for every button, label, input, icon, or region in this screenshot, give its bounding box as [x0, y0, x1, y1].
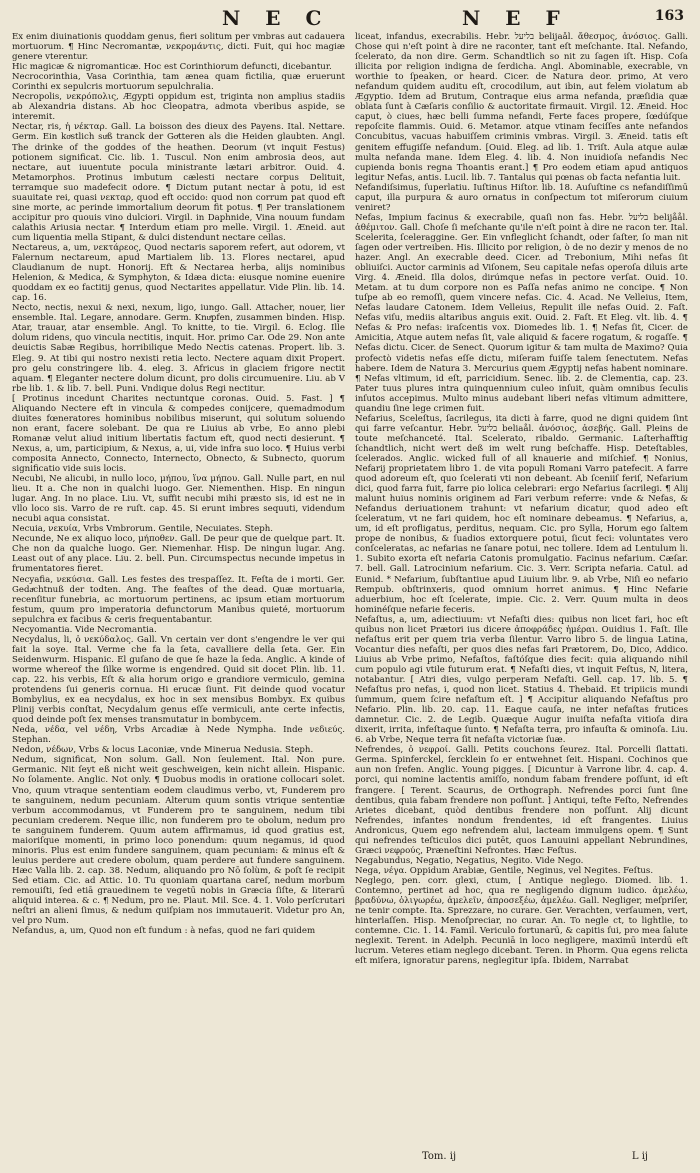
dictionary-entry: Nefas, Impium facinus & execrabile, quaſi non fas. Hebr. בליעל belijåål. ἀθέμιτον. Gall. Choſe ſi meſchante qu'ile n'eſt point à dire ne racon ter. Ital. Scelerita, ſceleraggine. Ger. Ein vnfleglicht ſchandt, oder ſaſter, ſo man nit ſagen oder vertreiben. His. Illicito por religion, ò de no dezir y menos de no hazer. Angl. An execrable deed. Cicer. ad Trebonium, Mihi nefas ſit obliuiſci. Auctor carminis ad Viſonem, Seu capitale nefas operoſa diluis arte Virg. 4. Æneid. Illa dolos, dirúmque nefas in pectore verſat. Ouid. 10. Metam. at tu dum corpore non es Paſſa nefas animo ne concipe. ¶ Non tuſpe ab eo remoſſi, quem vincere nefas. Cic. 4. Acad. Ne Velleius, Item, Nefas laudare Catonem. Idem Velleius, Repulit ille nefas Ouid. 2. Faſt. Nefas viſu, mediis altaribus anguis exit. Ouid. 2. Faſt. Et Eleg. vlt. lib. 4. ¶ Nefas & Pro nefas: iraſcentis vox. Diomedes lib. 1. ¶ Nefas ſit, Cicer. de Amicitia, Atque autem nefas ſit, vale aliquid & facere rogatum, & rogaſſe. ¶ Nefas dictu. Cicer. de Senect. Quorum igitur & tam multa de Maximo? Quia profectò videtis nefas eſſe dictu, miſeram fuiſſe talem ſenectutem. Nefas habere. Idem de Natura 3. Mercurius quem Ægyptij nefas habent nominare. ¶ Nefas vltimum, id eſt, parricidium. Senec. lib. 2. de Clementia, cap. 23. Pater tuus plures intra quinquennium culeo inſuit, quàm omnibus ſeculis inſutos accepimus. Multo minus audebant liberi nefas vltimum admittere, quandiu ſine lege crimen fuit. — [355, 212, 688, 414]
signature-mark: L ij — [631, 1151, 648, 1162]
dictionary-entry: [ Protinus incedunt Charites nectuntque coronas. Ouid. 5. Fast. ] ¶ Aliquando Nectere eft in vincula & compedes conijcere, quemadmodum diuites fœneratores hominibus nobilibus miserunt, qui solutum soluendo non erant, facere solebant. De qua re Liuius ab vrbe, Eo anno plebi Romanæ velut aliud initium libertatis factum eft, quod necti desierunt. ¶ Nexus, a, um, participium, & Nexus, a, ui, vide infra suo loco. ¶ Huius verbi composita Annecto, Connecto, Internecto, Obnecto, & Subnecto, quorum significatio vide suis locis. — [12, 393, 345, 475]
dictionary-entry: Nefarius, Sceleſtus, ſacrilegus, ita dicti à farre, quod ne digni quidem ſint qui farre veſcantur. Hebr. בליעל beliaål. ἀνόσιος, ἀσεβής. Gall. Pleins de toute meſchanceté. Ital. Scelerato, ribaldo. Germanic. Laſterhafftig ſchandtlich, nicht wert deß im welt rung beſchaffe. Hisp. Deteſtables, ſcelerados. Anglic. wicked full of all knauerie and miſchief. ¶ Nonius, Nefarij proprietatem libro 1. de vita populi Romani Varro patefecit. A farre quod adoreum eſt, quo ſcelerati vti non debeant. Ab ſceniiſ feriſ, Nefarium dici, quod farra fuit, farre pio lolica celebrari: ergo Nefarius ſacrilegi. ¶ Alij malunt huius nominis originem ad Fari verbum referre: vnde & Nefas, & Nefandus deriuationem trahunt: vt nefarium dicatur, quod adeo eſt ſceleratum, vt ne fari quidem, hoc eſt nominare debeamus. ¶ Nefarius, a, um, id eſt profligatus, perditus, nequam. Cic. pro Sylla, Horum ego ſaltem prope de nonibus, & ſuadios extorquere potui, ſicut feci: voluntates vero conſceleratas, ac nefarias ne ſanare potui, nec tollere. Idem ad Lentulum li. 1. Subito exorta eſt nefaria Catonis promulgatio. Facinus nefarium. Cæſar. 7. bell. Gall. Latrocinium nefarium. Cic. 3. Verr. Scripta nefaria. Catul. ad Eunid. * Nefarium, ſubſtantiue apud Liuium libr. 9. ab Vrbe, Niſi eo nefario Rempub. obſtrinxeris, quod omnium horret animus. ¶ Hinc Nefarie aduerbium, hoc eſt ſcelerate, impie. Cic. 2. Verr. Quum multa in deos hominéſque nefarie feceris. — [355, 413, 688, 615]
running-head-left: N E C — [222, 6, 331, 30]
dictionary-entry: Nefrendes, ὁ νεφροί. Galli. Petits couchons ſeurez. Ital. Porcelli ſlattati. Germa. Spinferckel, ſercklein ſo er entwehnet ſeit. Hispani. Cochinos que aun non ſrefen. Anglic. Young pigges. [ Dicuntur à Varrone libr. 4. cap. 4. porci, qui nomine lactentis amiſſo, nondum fabam frendere poſſunt, id eſt frangere. [ Terent. Scaurus, de Orthograph. Nefrendes porci ſunt ſine dentibus, quia fabam frendere non poſſunt. ] Antiqui, teſte Feſto, Nefrendes Arietes dicebant, quòd dentibus frendere non poſſunt. Alij dicunt Nefrendes, infantes nondum frendentes, id eſt frangentes. Liuius Andronicus, Quem ego nefrendem alui, lacteam immulgens opem. ¶ Sunt qui nefrendes teſticulos dici putēt, quos Lanuuini appellant Nebrundines, Græci νεφρούς, Præneſtini Nefrontes. Hæc Feſtus. — [355, 745, 688, 856]
dictionary-entry: Nedon, νέδων, Vrbs & locus Laconiæ, vnde Minerua Nedusia. Steph. — [12, 745, 314, 756]
dictionary-entry: Neglego, pen. corr. glexi, ctum, [ Antique neglego. Diomed. lib. 1. Contemno, pertinet ad hoc, qua re negligendo dignum iudico. ἀμελέω, βραδύνω, ὀλιγωρέω, ἀμελεῖν, ἀπροσεξέω, ἀμελέω. Gall. Negliger, meſpriſer, ne tenir compte. Ita. Sprezzare, no curare. Ger. Verachten, verſaumen, vert, hinterlaſſen. Hisp. Menoſpreciar, no curar. An. To negle ct, to lightlie, to contemne. Cic. 1. 14. Famil. Vericulo fortunarū, & capitis ſui, pro mea ſalute neglexit. Terent. in Adelph. Pecuniā in loco negligere, maximū interdū eſt lucrum. Veteres etiam neglego dicebant. Teren. in Phorm. Qua egens relicta eſt miſera, ignoratur parens, neglegitur ipſa. Ibidem, Narrabat — [355, 875, 688, 967]
dictionary-entry: Negabundus, Negatio, Negatius, Negito. Vide Nego. — [355, 855, 584, 866]
dictionary-entry: Nedum, significat, Non solum. Gall. Non ſeulement. Ital. Non pure. Germanic. Nit ſeyt eß nicht weit geschweigen, kein nicht allein. Hispanic. No ſolamente. Anglic. Not only. ¶ Duobus modis in oratione collocari solet. Vno, quum vtraque sententiam eodem claudimus verbo, vt, Funderem pro te sanguinem, nedum pecuniam. Alterum quum sontis vtrique sententiæ verbum accommodamus, vt Funderem pro te sanguinem, nedum tibi pecuniam crederem. Neque illic, non funderem pro te obolum, nedum pro te sanguinem funderem. Quum autem affirmamus, id quod gratius est, maioriſque momenti, in primo loco ponendum: quum negamus, id quod minoris. Plus est enim fundere sanguinem, quam pecuniam: & minus eſt & leuius perdere aut credere obolum, quam perdere aut fundere sanguinem. Hæc Valla lib. 2. cap. 38. Nedum, aliquando pro Nō ſolùm, & poſt ſe recipit Sed etiam. Cic. ad Attic. 10. Tu quoniam quartana careſ, nedum morbum remouiſti, ſed etiā grauedinem te vegetū nobis in Græcia ſiſte, & literarū aliquid interea. & c. ¶ Nedum, pro ne. Plaut. Mil. Sce. 4. 1. Volo perſcrutari neſtri an alieni ſimus, & nedum quiſpiam nos immutauerit. Videtur pro An, vel pro Num. — [12, 755, 345, 927]
dictionary-entry: Necydalus, li, ὁ νεκύδαλος. Gall. Vn certain ver dont s'engendre le ver qui fait la soye. Ital. Verme che fa la ſeta, cavalliere della ſeta. Ger. Ein Seidenwurm. Hispanic. El guſano de que ſe haze la ſeda. Anglic. A kinde of worme whereof the ſilke worme is engendred. Quid sit docet Plin. lib. 11. cap. 22. his verbis, Eſt & alia horum origo e grandiore vermiculo, gemina protendens ſui generis cornua. Hi erucæ ſiunt. Fit deinde quod vocatur Bombylius, ex ea necydalus, ex hoc in sex mensibus Bombyx. Ex quibus Plinij verbis conſtat, Necydalum genus eſſe vermiculi, ante certe infectis, quod deinde poſt ſex menses transmutatur in bombycem. — [12, 634, 345, 726]
dictionary-entry: Necunde, Ne ex aliquo loco, μήποθεν. Gall. De peur que de quelque part. It. Che non da qualche luogo. Ger. Niemenhar. Hisp. De ningun lugar. Ang. Least out of any place. Liu. 2. bell. Pun. Circumspectus necunde impetus in frumentatores fieret. — [12, 534, 345, 575]
dictionary-entry: Nega, νέγα. Oppidum Arabiæ, Gentile, Neginus, vel Negites. Feſtus. — [355, 865, 654, 876]
dictionary-entry: Hic magicæ & nigromanticæ. Hoc est Corinthiorum defuncti, dicebantur. — [12, 62, 332, 73]
dictionary-entry: Necrocorinthia, Vasa Corinthia, tam ænea quam fictilia, quæ eruerunt Corinthi ex sepulcris mortuorum sepulchralia. — [12, 72, 345, 93]
dictionary-entry: Necuia, νεκυία, Vrbs Vmbrorum. Gentile, Necuiates. Steph. — [12, 524, 273, 535]
running-head-right: N E F — [462, 6, 569, 30]
dictionary-entry: Nectareus, a, um, νεκτάρεος, Quod nectaris saporem refert, aut odorem, vt Falernum nectareum, apud Martialem lib. 13. Flores nectarei, apud Claudianum de nupt. Honorij. Eft & Nectarea herba, alijs nominibus Helenion, & Medica, & Symphyton, & Idæa dicta: eiusque nomine euenire quoddam ex eo factitij genus, quod Nectarites appellatur. Vide Plin. lib. 14. cap. 16. — [12, 242, 345, 304]
running-header — [12, 6, 688, 32]
dictionary-entry: Necyomantia. Vide Necromantia. — [12, 624, 157, 635]
dictionary-entry: Nefandiſsimus, ſuperlatiu. Iuſtinus Hiſtor. lib. 18. Auſuſtine cs nefandiſſimū caput, illa purpura & auro ornatus in conſpectum tot miſerorum ciuium veniret? — [355, 182, 688, 213]
dictionary-entry: Nefaſtus, a, um, adiectiuum: vt Nefaſti dies: quibus non licet fari, hoc eſt quibus non licet Prætori ius dicere ἀποφράδες ἡμέραι. Ouidius 1. Faſt. Ille nefaſtus erit per quem tria verba ſilentur. Varro libro 5. de lingua Latina, Vocantur dies nefaſti, per quos dies nefas fari Prætorem, Do, Dico, Addico. Liuius ab Vrbe primo, Nefaſtos, faſtóſque dies fecit: quia aliquando nihil cum populo agi vtile futurum erat. ¶ Nefaſti dies, vt inquit Feſtus, N, litera, notabantur. [ Atri dies, vulgo perperam Nefaſti. Gell. cap. 17. lib. 5. ¶ Nefaſtus pro nefas, i, quod non licet. Statius 4. Thebaid. Et tripiicis mundi ſummum, quem ſcire nefaſtum eſt. ] ¶ Accipitur aliquando Nefaſtus pro Nefario. Plin. lib. 20. cap. 11. Eaque cauſa, ne inter nefaſtas frutices damnetur. Cic. 2. de Legib. Quæque Augur inuiſta nefaſta vitioſa dira dixerit, irrita, infeſtaque ſunto. ¶ Nefaſta terra, pro infauſta & ominoſa. Liu. 6. ab Vrbe, Neque terra ſit nefaſta victoriæ ſuæ. — [355, 614, 688, 746]
right-column — [355, 32, 688, 1144]
dictionary-entry: Necyafia, νεκύσια. Gall. Les festes des trespaſſez. It. Feſta de i morti. Ger. Gedaͤchtnuß der todten. Ang. The feaſtes of the dead. Quæ mortuaria, recenſitur funebria, ac mortuorum pertinens, ac ipsum etiam mortuorum festum, quum pro imperatoria defunctorum Manibus quieté, mortuorum sepulchra ex facibus & ceris frequentabantur. — [12, 574, 345, 625]
page-number: 163 — [654, 8, 684, 24]
tome-marker: Tom. ij — [422, 1151, 457, 1162]
left-column — [12, 32, 345, 1144]
dictionary-entry: Necubi, Ne alicubi, in nullo loco, μήπου, ἵνα μήπου. Gall. Nulle part, en nul lieu. It a. Che non in qualchi luogo. Ger. Niementhen. Hisp. En ningun lugar. Ang. In no place. Liu. Vt, suffit necubi mihi præsto sis, id est ne in vllo loco sis. Varro de re ruſt. cap. 45. Si erunt imbres sequuti, videndum necubi aqua consistat. — [12, 474, 345, 525]
page-footer — [12, 1151, 688, 1167]
dictionary-entry: Ex enim diuinationis quoddam genus, fieri solitum per vmbras aut cadauera mortuorum. ¶ Hinc Necromantæ, νεκρομάντις, dicti. Fuit, qui hoc magiæ genere vterentur. — [12, 32, 345, 63]
two-column-body — [12, 32, 688, 1144]
dictionary-entry: Neda, νέδα, vel νέδη, Vrbs Arcadiæ à Nede Nympha. Inde νεδιεύς. Stephan. — [12, 725, 345, 746]
dictionary-entry: Nefandus, a, um, Quod non eſt fundum : à nefas, quod ne fari quidem — [12, 926, 316, 937]
dictionary-entry: Nectar, ris, ἡ νέκταρ. Gall. La boisson des dieux des Payens. Ital. Nettare. Germ. Ein koͤstlich suͤß tranck der Goͤtteren als die Heiden glaubten. Angl. The drinke of the goddes of the heathen. Deorum (vt inquit Festus) potionem significat. Cic. lib. 1. Tuscul. Non enim ambrosia deos, aut nectare, aut iuuentute pocula ministrante lætari arbitror. Ouid. 4. Metamorphos. Protinus imbutum cælesti nectare corpus Delituit, terramque suo madefecit odore. ¶ Dictum putant nectar à potu, id est suauitate rei, quasi νεκταρ, quod eft occido: quod non corrum pat quod eft sine morte, ac perinde immortalium deorum fit potus. ¶ Per translationem accipitur pro quouis vino dulciori. Virgil. in Daphnide, Vina nouum fundam calathis Ariusia nectar. ¶ Interdum etiam pro melle. Virgil. 1. Æneid. aut cum liquentia mella Stipant, & dulci distendunt nectare cellas. — [12, 122, 345, 243]
dictionary-entry: Necropolis, νεκρόπολις, Ægypti oppidum est, triginta non amplius stadiis ab Alexandria distans. Ab hoc Cleopatra, admota vberibus aspide, se interemit. — [12, 92, 345, 123]
dictionary-entry: liceat, infandus, execrabilis. Hebr. בליעל belijaål. ἄθεσμος, ἀνόσιος. Galli. Chose qui n'eſt point à dire ne raconter, tant eſt meſchante. Ital. Nefando, ſcelerato, da non dire. Germ. Schandtlich so nit zu ſagen iſt. Hisp. Coſa illicita por religion indigna de ſerdicha. Angl. Abominable, execrable, vn worthie to ſpeaken, or heard. Cicer. de Natura deor. primo, At vero nefandum quidem auditu eſt, crocodilum, aut ibin, aut felem violatum ab Ægyptio. Idem ad Brutum, Contraque eius arma nefanda, præſidia quæ oblata ſunt à Cæſaris conſilio & auctoritate firmauit. Virgil. 12. Æneid. Hoc caput, ò ciues, hæc belli ſumma nefandi, Ferte faces propere, ſœdúſque repoſcite flammis. Ouid. 6. Metamor. atque vtinam feciſſes ante nefandos Concubitus, vacuas habuiſſem criminis vmbras. Virgil. 3. Æneid. tatis eſt genitem effugiſſe nefandum. [Ouid. Eleg. ad lib. 1. Triſt. Aula atque aulæ multa nefanda mane. Idem Eleg. 4. lib. 4. Non inuidioſa nefandis Nec cupienda bonis regna Thoantis erant.] ¶ Pro eodem etiam apud antiquos legitur Nefas, antis. Lucil. lib. 7. Tantalus qui pœnas ob facta nefantia luit. — [355, 32, 688, 183]
dictionary-entry: Necto, nectis, nexui & nexi, nexum, ligo, iungo. Gall. Attacher, nouer, lier ensemble. Ital. Legare, annodare. Germ. Knuͤpfen, zusammen binden. Hisp. Atar, trauar, atar ensemble. Angl. To knitte, to tie. Virgil. 6. Eclog. Ille dolum ridens, quo vincula nectitis, inquit. Hor. primo Car. Ode 29. Non ante deuictis Sabæ Regibus, horribilique Medo Nectis catenas. Propert. lib. 3. Eleg. 9. At tibi qui nostro nexisti retia lecto. Nectere aquam dixit Propert. pro gelu constringere lib. 4. eleg. 3. Africus in glaciem frigore nectit aquam. ¶ Eleganter nectere dolum dicunt, pro dolis circumuenire. Liu. ab V rbe lib. 1. & lib. 7. bell. Puni. Vndique dolus Regi nectitur. — [12, 303, 345, 394]
